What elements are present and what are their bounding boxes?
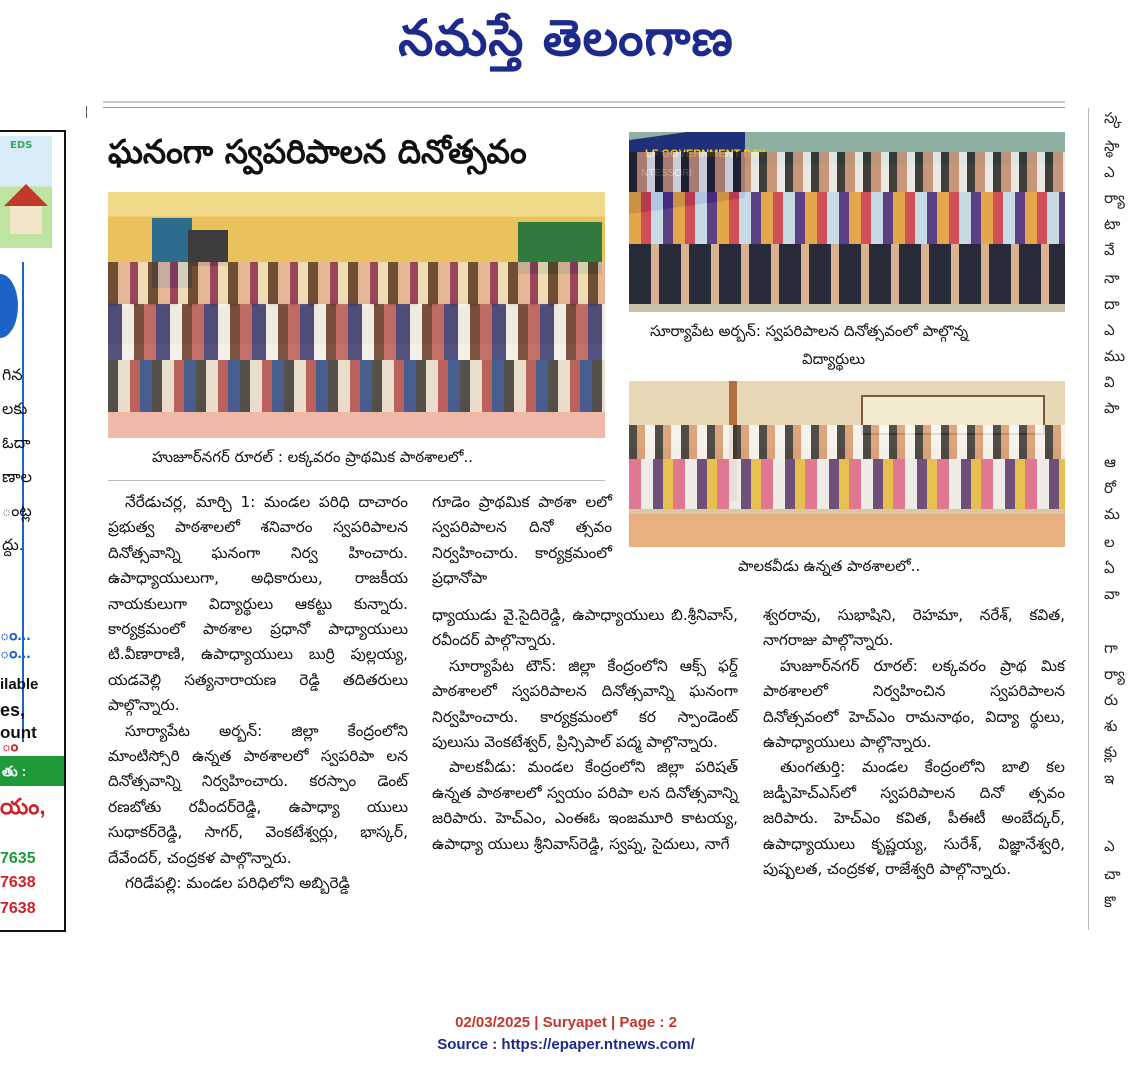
photo-palakaveedu (629, 381, 1065, 547)
right-column-fragment: నా (1104, 269, 1120, 287)
right-column-fragment: రు (1104, 691, 1119, 709)
caption-1-underline (108, 480, 605, 481)
left-advertisement (0, 130, 66, 932)
ad-text-5: ంట్ల (2, 503, 32, 520)
photo-people-row-1 (629, 425, 1065, 459)
right-column-fragment: పా (1104, 399, 1120, 417)
photo-2-caption-line-2: విద్యార్థులు (802, 350, 866, 368)
right-column-fragment: ల (1104, 533, 1115, 551)
ad-ount: ount (0, 723, 37, 742)
masthead-title: నమస్తే తెలంగాణ (398, 8, 734, 67)
right-column-fragment: గా (1104, 639, 1118, 657)
right-column-text (1104, 108, 1132, 938)
ad-phone-3: 7638 (0, 900, 36, 917)
ad-text-3: ఓదా (2, 435, 31, 452)
right-column-fragment: మ (1104, 505, 1120, 523)
article-column-1 (108, 490, 408, 897)
photo-3-caption: పాలకవీడు ఉన్నత పాఠశాలలో.. (738, 557, 921, 575)
paragraph-garidepalli-start: గరిడేపల్లి: మండల పరిధిలోని అబ్బిరెడ్డి (125, 874, 350, 893)
ad-es: es, (0, 700, 26, 720)
ad-yam: యం, (0, 794, 46, 819)
right-column-fragment: ఆ (1104, 453, 1116, 471)
photo-window (188, 230, 228, 266)
right-column-fragment: కొ (1104, 893, 1116, 911)
article-column-3 (763, 603, 1065, 882)
photo-people-row-2 (629, 459, 1065, 509)
paragraph-headmaster: ధ్యాయుడు వై.సైదిరెడ్డి, ఉపాధ్యాయులు బి.శ్రీనివాస్, రవీందర్ పాల్గొన్నారు. (432, 606, 738, 650)
right-column-fragment: వా (1104, 585, 1120, 603)
right-column-fragment: ఎ (1104, 321, 1115, 339)
right-column-fragment: స్క (1104, 109, 1122, 127)
house-illustration (0, 136, 52, 248)
article-headline: ఘనంగా స్వపరిపాలన దినోత్సవం (108, 132, 527, 171)
ad-logo-text: EDS (10, 140, 33, 151)
left-divider (86, 106, 87, 118)
right-column-fragment: ఇ (1104, 769, 1115, 787)
right-column-fragment: టా (1104, 215, 1121, 233)
paragraph-palakaveedu: పాలకవీడు: మండల కేంద్రంలోని జిల్లా పరిషత్ ఉన్నత పాఠశాలలో స్వయం పరిపా లన దినోత్సవాన్ని జరిపారు. హెచ్‌ఎం, ఎంఈఓ ఇంజమూరి కాటయ్య, ఉపాధ్యా యులు శ్రీనివాస్‌రెడ్డి, స్వప్న, సైదులు, నాగే (432, 758, 738, 853)
right-column-fragment: ర్యా (1104, 189, 1125, 207)
photo-people-row-3 (629, 244, 1065, 304)
right-column-fragment: ఎ (1104, 837, 1115, 855)
footer-source-line: Source : https://epaper.ntnews.com/ (437, 1036, 695, 1053)
ad-available: ilable (0, 676, 39, 693)
right-column-fragment: రో (1104, 479, 1117, 497)
right-column-fragment: ము (1104, 347, 1126, 365)
right-column-fragment: వి (1104, 373, 1115, 391)
right-divider (1088, 108, 1089, 930)
article-column-2-top (432, 490, 612, 592)
right-column-fragment: స్థా (1104, 137, 1120, 155)
blue-circle-graphic (0, 274, 18, 338)
right-column-fragment: వే (1104, 241, 1115, 259)
paragraph-tungaturthi: తుంగతుర్తి: మండల కేంద్రంలోని బాలి కల జడ్పీహెచ్‌ఎస్‌లో స్వపరిపాలన దినో త్సవం జరిపారు. హెచ్‌ఎం కవిత, పీఈటీ అంబేద్కర్, ఉపాధ్యాయులు కృష్ణయ్య, సురేశ్, విజ్ఞానేశ్వరి, పుష్పలత, చంద్రకళ, రాజేశ్వరి పాల్గొన్నారు. (763, 758, 1065, 879)
ad-text-8: ం... (0, 645, 31, 662)
top-rule (103, 107, 1065, 108)
right-column-fragment: చా (1104, 865, 1121, 883)
right-column-fragment: దా (1104, 295, 1120, 313)
ad-text-7: ం... (0, 627, 31, 644)
right-column-fragment: క్లు (1104, 743, 1118, 761)
article-column-2 (432, 603, 738, 857)
ad-red-glyph: ం (2, 738, 19, 755)
paragraph-nereducherla: నేరేడుచర్ల, మార్చి 1: మండల పరిధి దాచారం ప్రభుత్వ పాఠశాలలో శనివారం స్వపరిపాలన దినోత్సవాన్ని ఘనంగా నిర్వ హించారు. ఉపాధ్యాయులుగా, అధికారులు, రాజకీయ నాయకులుగా విద్యార్థులు ఆకట్టు కున్నారు. కార్యక్రమంలో పాఠశాల ప్రధానో పాధ్యాయులు టి.వీణారాణి, ఉపాధ్యాయులు బుర్రి పుల్లయ్య, యడవెల్లి సత్యనారాయణ రెడ్డి తదితరులు పాల్గొన్నారు. (108, 493, 408, 715)
right-column-fragment: శు (1104, 717, 1118, 735)
right-column-fragment: ఎ (1104, 163, 1115, 181)
wall-shape (10, 206, 42, 234)
roof-shape (4, 184, 48, 206)
photo-1-caption: హుజూర్‌నగర్ రూరల్ : లక్కవరం ప్రాథమిక పాఠశాలలో.. (152, 448, 474, 466)
photo-people-row-1 (108, 262, 605, 306)
ad-phone-1: 7635 (0, 850, 36, 867)
photo-huzurnagar (108, 192, 605, 438)
ad-phone-2: 7638 (0, 874, 36, 891)
photo-people-row-2 (629, 192, 1065, 244)
ad-text-2: లకు (2, 401, 28, 418)
footer-date-line: 02/03/2025 | Suryapet | Page : 2 (455, 1014, 677, 1031)
ad-text-1: గిన (2, 367, 23, 384)
photo-2-caption-line-1: సూర్యాపేట అర్బన్: స్వపరిపాలన దినోత్సవంలో పాల్గొన్న (650, 322, 969, 340)
paragraph-suryapet-urban: సూర్యాపేట అర్బన్: జిల్లా కేంద్రంలోని మాంటిస్సోరి ఉన్నత పాఠశాలలో స్వపరిపా లన దినోత్సవాన్ని నిర్వహించారు. కరస్పాం డెంట్ రణబోతు రవీందర్‌రెడ్డి, ఉపాధ్యా యులు సుధాకర్‌రెడ్డి, సాగర్, వెంకటేశ్వర్లు, భాస్కర్, దేవేందర్, చంద్రకళ పాల్గొన్నారు. (108, 721, 408, 867)
photo-people-row-1 (629, 152, 1065, 192)
paragraph-huzurnagar-rural: హుజూర్‌నగర్ రూరల్: లక్కవరం ప్రాథ మిక పాఠశాలలో నిర్వహించిన స్వపరిపాలన దినోత్సవంలో హెచ్‌ఎం రామనాథం, విద్యా ర్థులు, ఉపాధ్యాయులు పాల్గొన్నారు. (763, 656, 1065, 752)
paragraph-garidepalli-cont: గూడెం ప్రాథమిక పాఠశా లలో స్వపరిపాలన దినో త్సవం నిర్వహించారు. కార్యక్రమంలో ప్రధానోపా (432, 493, 612, 588)
ad-text-6: ద్దు. (2, 537, 24, 554)
top-rule-dark (103, 101, 1065, 103)
ad-text-4: ణాల (2, 469, 32, 486)
ad-tu: తు : (2, 763, 27, 779)
right-column-fragment: ఏ (1104, 559, 1115, 577)
photo-people-row-3 (108, 360, 605, 412)
right-column-fragment: ర్యా (1104, 665, 1125, 683)
paragraph-suryapet-town: సూర్యాపేట టౌన్: జిల్లా కేంద్రంలోని ఆక్స్ ఫర్డ్ పాఠశాలలో స్వపరిపాలన దినోత్సవాన్ని ఘనంగా నిర్వహించారు. కార్యక్రమంలో కర స్పాండెంట్ పులుసు వెంకటేశ్వర్, ప్రిన్సిపాల్ పద్మ పాల్గొన్నారు. (432, 656, 738, 752)
paragraph-staff-names: శ్వరరావు, సుభాషిని, రెహమా, నరేశ్, కవిత, నాగరాజు పాల్గొన్నారు. (763, 606, 1065, 650)
photo-suryapet-urban (629, 132, 1065, 312)
photo-people-row-2 (108, 304, 605, 360)
